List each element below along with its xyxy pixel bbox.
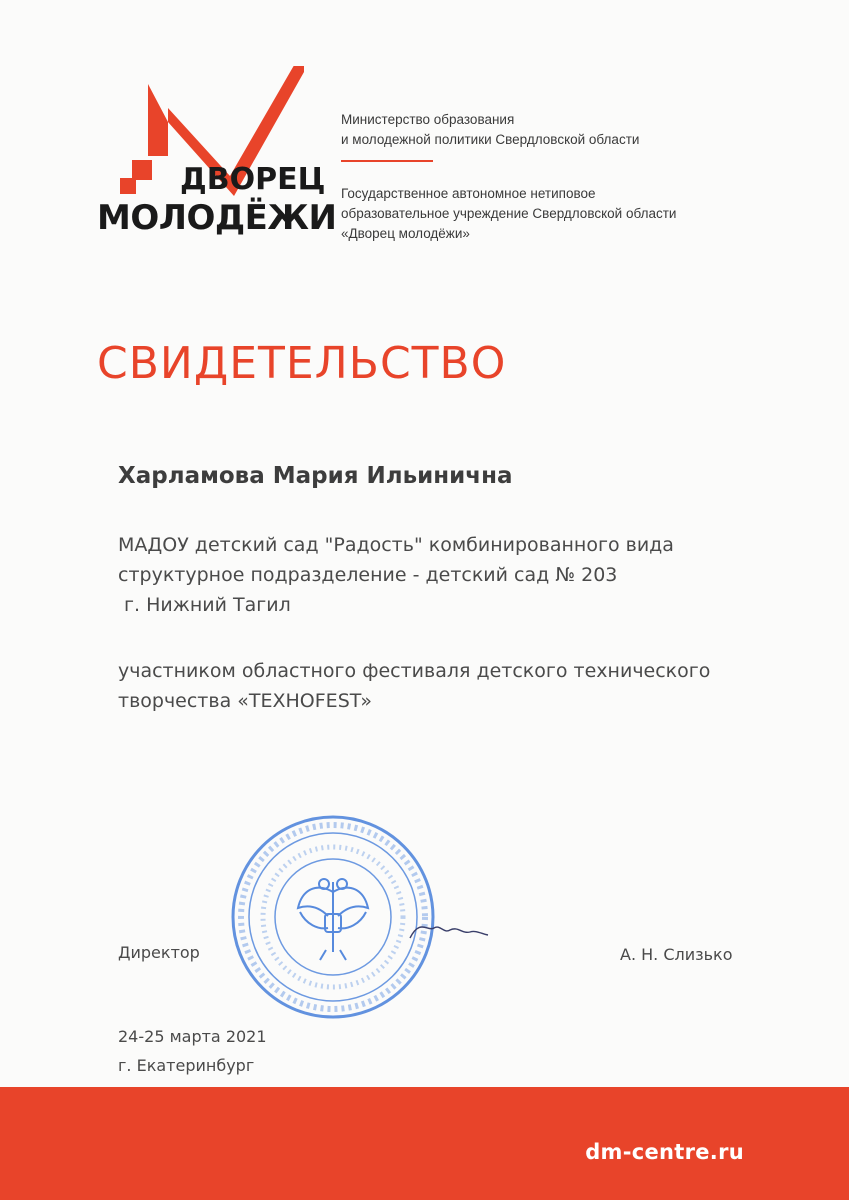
award-text: участником областного фестиваля детского технического творчества «TEXHOFEST» [118,660,711,712]
logo-line-2: МОЛОДЁЖИ [97,198,337,238]
website-link[interactable]: dm-centre.ru [585,1140,744,1164]
logo-line-1: ДВОРЕЦ [180,162,326,197]
certificate-title: СВИДЕТЕЛЬСТВО [97,338,507,389]
institution-name: Государственное автономное нетиповое образовательное учреждение Свердловской области «Дворец молодёжи» [341,186,677,241]
ministry-name: Министерство образования и молодежной политики Свердловской области [341,112,640,147]
signer-name: А. Н. Слизько [620,945,733,964]
recipient-organization: МАДОУ детский сад "Радость" комбинированного вида структурное подразделение - детский сад № 203 г. Нижний Тагил [118,534,674,616]
director-label: Директор [118,943,200,962]
event-date: 24-25 марта 2021 [118,1027,267,1046]
recipient-name: Харламова Мария Ильинична [118,463,513,489]
director-signature-icon [400,908,490,948]
header-divider [341,160,433,162]
event-city: г. Екатеринбург [118,1056,255,1075]
